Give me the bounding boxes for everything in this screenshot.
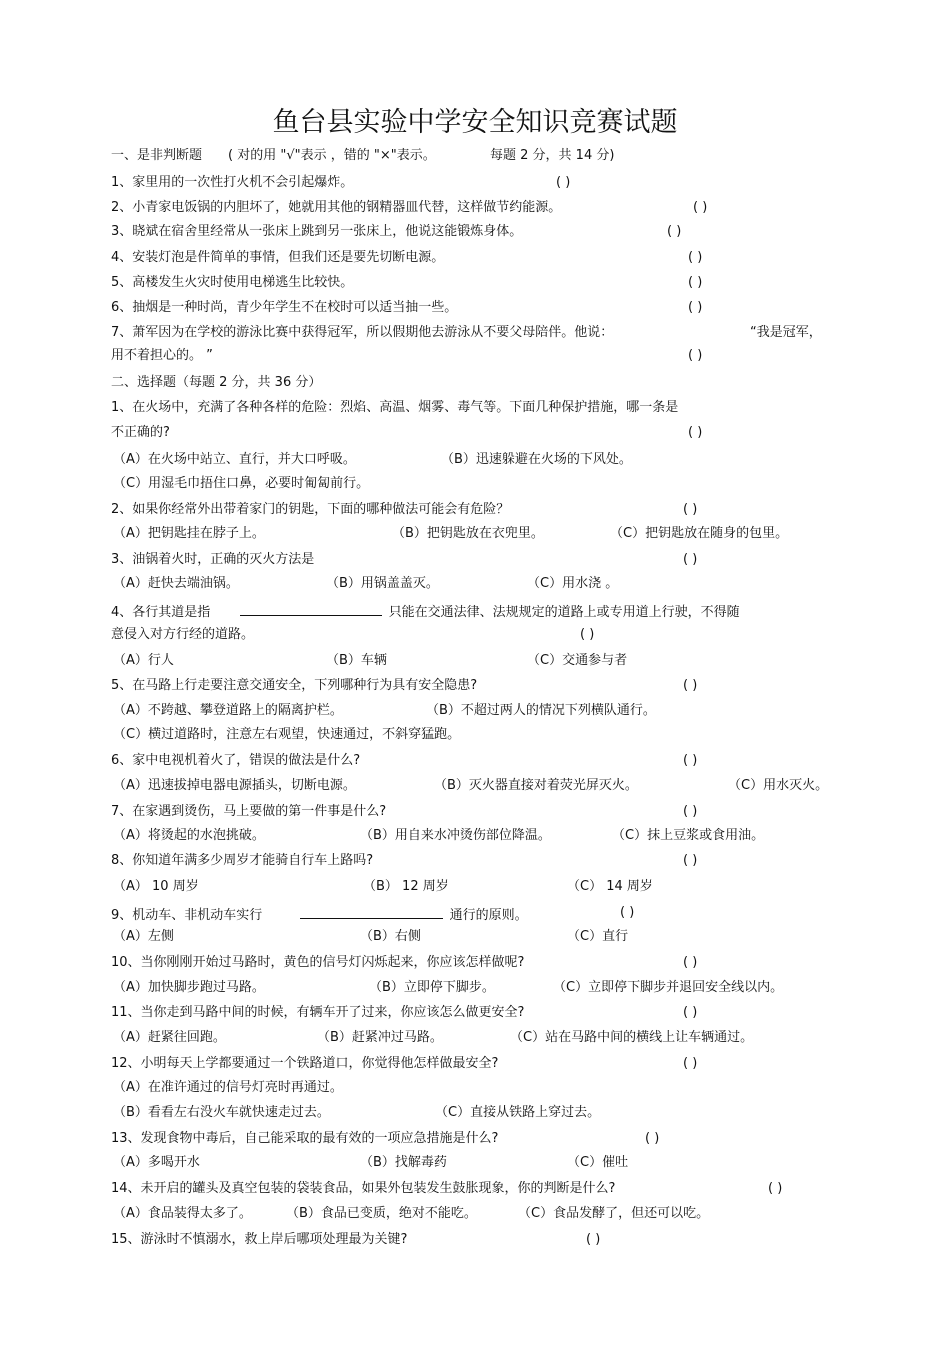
tf-answer-paren-2: ( )	[693, 200, 708, 215]
mc-q3-option-b: （B）用锅盖盖灭。	[326, 576, 439, 591]
mc-q5-option-a: （A）不跨越、攀登道路上的隔离护栏。	[113, 703, 343, 718]
mc-q1-option-b: （B）迅速躲避在火场的下风处。	[441, 452, 632, 467]
mc-q13-option-c: （C）催吐	[567, 1155, 629, 1170]
mc-question-2: 2、如果你经常外出带着家门的钥匙，下面的哪种做法可能会有危险？	[111, 502, 510, 517]
mc-q14-option-a: （A）食品装得太多了。	[113, 1206, 252, 1221]
mc-answer-paren-2: ( )	[683, 502, 698, 517]
mc-q11-option-b: （B）赶紧冲过马路。	[317, 1030, 443, 1045]
mc-q12-option-c: （C）直接从铁路上穿过去。	[435, 1105, 601, 1120]
mc-question-14: 14、未开启的罐头及真空包装的袋装食品，如果外包装发生鼓胀现象，你的判断是什么?	[111, 1181, 616, 1196]
mc-question-5: 5、在马路上行走要注意交通安全，下列哪种行为具有安全隐患?	[111, 678, 478, 693]
mc-q13-option-b: （B）找解毒药	[360, 1155, 447, 1170]
mc-answer-paren-1: ( )	[688, 425, 703, 440]
mc-answer-paren-3: ( )	[683, 552, 698, 567]
tf-answer-paren-6: ( )	[688, 300, 703, 315]
section2-header: 二、选择题（每题 2 分，共 36 分）	[111, 375, 322, 390]
tf-answer-paren-5: ( )	[688, 275, 703, 290]
mc-q1-option-a: （A）在火场中站立、直行，并大口呼吸。	[113, 452, 356, 467]
tf-answer-paren-3: ( )	[667, 224, 682, 239]
mc-answer-paren-14: ( )	[768, 1181, 783, 1196]
mc-q12-option-a: （A）在准许通过的信号灯亮时再通过。	[113, 1080, 343, 1095]
mc-question-3: 3、油锅着火时，正确的灭火方法是	[111, 552, 315, 567]
mc-q13-option-a: （A）多喝开水	[113, 1155, 200, 1170]
mc-question-10: 10、当你刚刚开始过马路时，黄色的信号灯闪烁起来，你应该怎样做呢?	[111, 955, 525, 970]
mc-q6-option-a: （A）迅速拔掉电器电源插头，切断电源。	[113, 778, 356, 793]
tf-question-4: 4、安装灯泡是件简单的事情，但我们还是要先切断电源。	[111, 250, 445, 265]
mc-question-4-pre: 4、各行其道是指	[111, 605, 211, 620]
fill-blank-9	[300, 905, 443, 919]
mc-answer-paren-7: ( )	[683, 804, 698, 819]
tf-question-6: 6、抽烟是一种时尚，青少年学生不在校时可以适当抽一些。	[111, 300, 458, 315]
mc-question-11: 11、当你走到马路中间的时候，有辆车开了过来，你应该怎么做更安全?	[111, 1005, 525, 1020]
mc-question-4-cont: 意侵入对方行经的道路。	[111, 627, 255, 642]
mc-q6-option-c: （C）用水灭火。	[728, 778, 829, 793]
mc-question-7: 7、在家遇到烫伤，马上要做的第一件事是什么?	[111, 804, 387, 819]
mc-question-4-post: 只能在交通法律、法规规定的道路上或专用道上行驶，不得随	[388, 605, 740, 620]
mc-q8-option-c: （C） 14 周岁	[567, 879, 653, 894]
mc-q2-option-c: （C）把钥匙放在随身的包里。	[610, 526, 789, 541]
mc-q8-option-b: （B） 12 周岁	[363, 879, 449, 894]
mc-answer-paren-15: ( )	[586, 1232, 601, 1247]
mc-q3-option-a: （A）赶快去端油锅。	[113, 576, 239, 591]
mc-question-9-post: 通行的原则。	[449, 908, 528, 923]
mc-answer-paren-9: ( )	[620, 905, 635, 920]
tf-answer-paren-7: ( )	[688, 348, 703, 363]
mc-answer-paren-5: ( )	[683, 678, 698, 693]
section1-header: 一、是非判断题	[111, 148, 203, 163]
tf-question-7-quote: “我是冠军，	[750, 325, 822, 340]
mc-q7-option-b: （B）用自来水冲烫伤部位降温。	[360, 828, 551, 843]
mc-q4-option-b: （B）车辆	[326, 653, 387, 668]
mc-answer-paren-13: ( )	[645, 1131, 660, 1146]
mc-answer-paren-4: ( )	[580, 627, 595, 642]
mc-q9-option-a: （A）左侧	[113, 929, 174, 944]
mc-q5-option-b: （B）不超过两人的情况下列横队通行。	[426, 703, 656, 718]
mc-q2-option-a: （A）把钥匙挂在脖子上。	[113, 526, 265, 541]
mc-q12-option-b: （B）看看左右没火车就快速走过去。	[113, 1105, 330, 1120]
mc-question-13: 13、发现食物中毒后，自己能采取的最有效的一项应急措施是什么?	[111, 1131, 499, 1146]
mc-q7-option-a: （A）将烫起的水泡挑破。	[113, 828, 265, 843]
section1-score: 每题 2 分，共 14 分)	[490, 148, 615, 163]
mc-q4-option-a: （A）行人	[113, 653, 174, 668]
page-title: 鱼台县实验中学安全知识竞赛试题	[272, 107, 678, 138]
mc-question-9	[111, 905, 528, 924]
mc-question-9-pre: 9、机动车、非机动车实行	[111, 908, 263, 923]
mc-question-8: 8、你知道年满多少周岁才能骑自行车上路吗?	[111, 853, 374, 868]
mc-q5-option-c: （C）横过道路时，注意左右观望，快速通过，不斜穿猛跑。	[113, 727, 461, 742]
tf-answer-paren-1: ( )	[556, 175, 571, 190]
mc-answer-paren-6: ( )	[683, 753, 698, 768]
mc-q4-option-c: （C）交通参与者	[527, 653, 628, 668]
tf-answer-paren-4: ( )	[688, 250, 703, 265]
mc-answer-paren-12: ( )	[683, 1056, 698, 1071]
mc-q8-option-a: （A） 10 周岁	[113, 879, 199, 894]
mc-q3-option-c: （C）用水浇 。	[527, 576, 619, 591]
mc-q14-option-b: （B）食品已变质，绝对不能吃。	[286, 1206, 477, 1221]
mc-question-1: 1、在火场中，充满了各种各样的危险：烈焰、高温、烟雾、毒气等。下面几种保护措施，哪一条是	[111, 400, 679, 415]
tf-question-2: 2、小青家电饭锅的内胆坏了，她就用其他的钢精器皿代替，这样做节约能源。	[111, 200, 562, 215]
mc-q9-option-c: （C）直行	[567, 929, 629, 944]
mc-answer-paren-11: ( )	[683, 1005, 698, 1020]
mc-q1-option-c: （C）用湿毛巾捂住口鼻，必要时匍匐前行。	[113, 476, 370, 491]
mc-q14-option-c: （C）食品发酵了，但还可以吃。	[518, 1206, 710, 1221]
mc-q9-option-b: （B）右侧	[360, 929, 421, 944]
mc-question-12: 12、小明每天上学都要通过一个铁路道口，你觉得他怎样做最安全?	[111, 1056, 499, 1071]
mc-answer-paren-8: ( )	[683, 853, 698, 868]
mc-q10-option-a: （A）加快脚步跑过马路。	[113, 980, 265, 995]
mc-answer-paren-10: ( )	[683, 955, 698, 970]
mc-q7-option-c: （C）抹上豆浆或食用油。	[612, 828, 765, 843]
tf-question-1: 1、家里用的一次性打火机不会引起爆炸。	[111, 175, 354, 190]
mc-question-15: 15、游泳时不慎溺水，救上岸后哪项处理最为关键?	[111, 1232, 408, 1247]
tf-question-3: 3、晓斌在宿舍里经常从一张床上跳到另一张床上，他说这能锻炼身体。	[111, 224, 523, 239]
mc-q11-option-c: （C）站在马路中间的横线上让车辆通过。	[510, 1030, 754, 1045]
section1-instruction: ( 对的用 "√"表示 ，错的 "×"表示。	[228, 148, 436, 163]
mc-q10-option-c: （C）立即停下脚步并退回安全线以内。	[553, 980, 784, 995]
mc-q10-option-b: （B）立即停下脚步。	[369, 980, 495, 995]
tf-question-7: 7、萧军因为在学校的游泳比赛中获得冠军，所以假期他去游泳从不要父母陪伴。他说：	[111, 325, 614, 340]
mc-q11-option-a: （A）赶紧往回跑。	[113, 1030, 226, 1045]
fill-blank-4	[240, 602, 382, 616]
mc-q6-option-b: （B）灭火器直接对着荧光屏灭火。	[434, 778, 638, 793]
mc-question-6: 6、家中电视机着火了，错误的做法是什么?	[111, 753, 361, 768]
mc-q2-option-b: （B）把钥匙放在衣兜里。	[392, 526, 544, 541]
tf-question-7-cont: 用不着担心的。 ”	[111, 348, 213, 363]
mc-question-4	[111, 602, 740, 621]
mc-question-1-cont: 不正确的?	[111, 425, 170, 440]
tf-question-5: 5、高楼发生火灾时使用电梯逃生比较快。	[111, 275, 354, 290]
